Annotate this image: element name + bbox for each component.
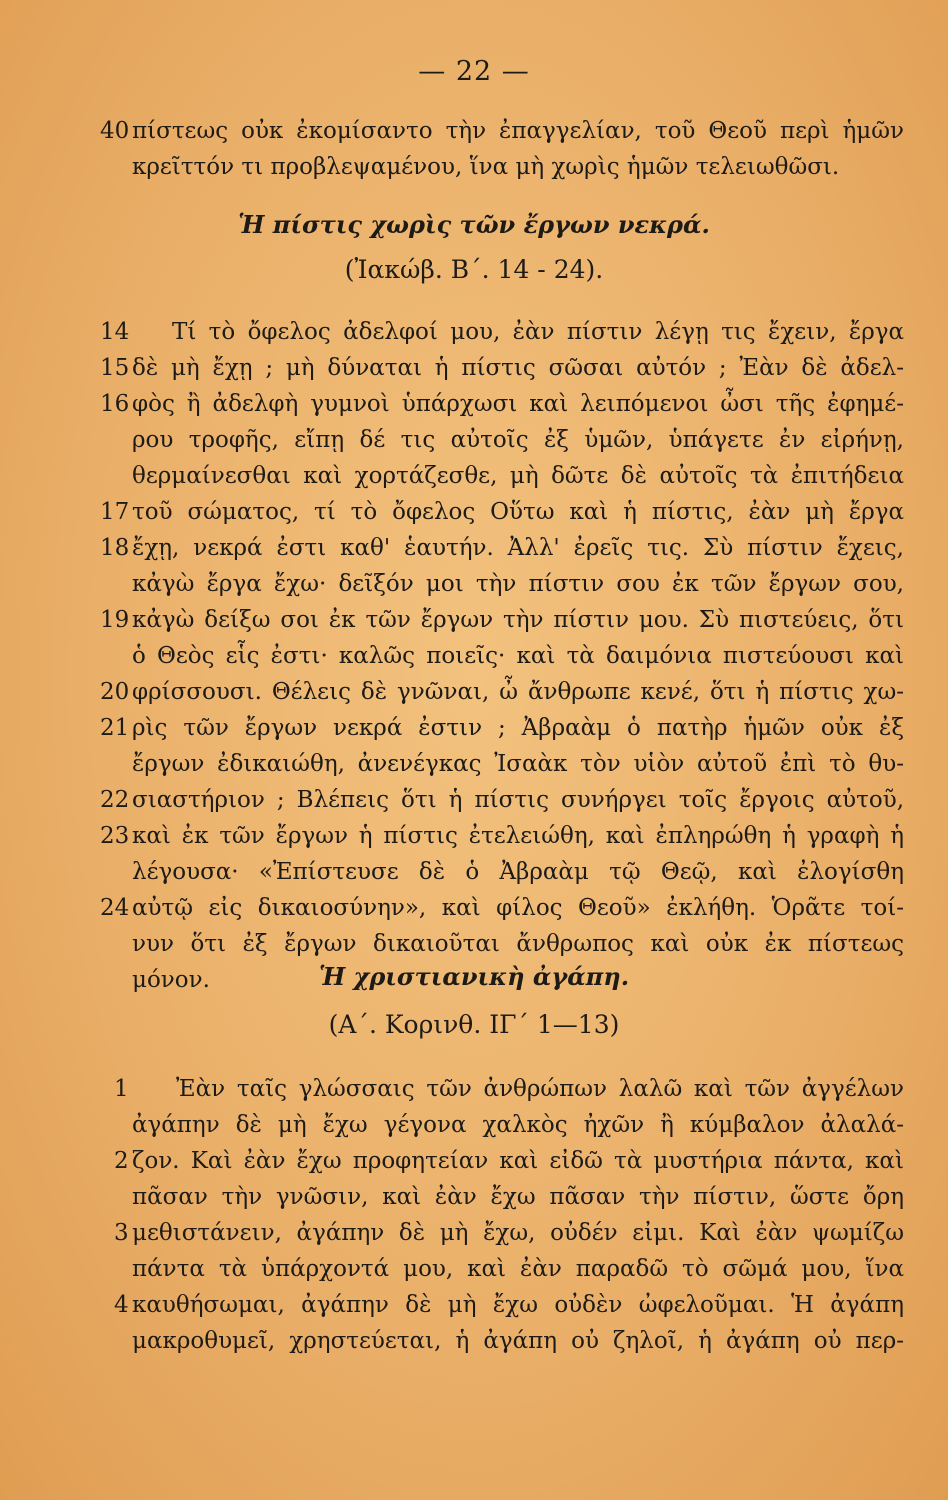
line-text: σιαστήριον ; Βλέπεις ὅτι ἡ πίστις συνήργει τοῖς ἔργοις αὐτοῦ, xyxy=(132,787,904,813)
text-line xyxy=(100,782,906,818)
line-text: δὲ μὴ ἔχῃ ; μὴ δύναται ἡ πίστις σῶσαι αὐτόν ; Ἐὰν δὲ ἀδελ- xyxy=(132,355,904,381)
line-text: πίστεως οὐκ ἐκομίσαντο τὴν ἐπαγγελίαν, τοῦ Θεοῦ περὶ ἡμῶν xyxy=(132,118,904,144)
text-line xyxy=(100,350,906,386)
verse-number: 15 xyxy=(100,355,130,381)
section-reference: (Ἰακώβ. Β΄. 14 - 24). xyxy=(344,255,604,284)
text-line xyxy=(100,458,906,494)
text-line xyxy=(100,1143,906,1179)
text-line xyxy=(100,1071,906,1107)
text-line xyxy=(100,746,906,782)
verse-number: 20 xyxy=(100,679,130,705)
text-line xyxy=(100,422,906,458)
verse-number: 40 xyxy=(100,118,130,144)
text-line xyxy=(100,1251,906,1287)
line-text: Ἐὰν ταῖς γλώσσαις τῶν ἀνθρώπων λαλῶ καὶ τῶν ἀγγέλων xyxy=(176,1076,904,1102)
line-text: καυθήσωμαι, ἀγάπην δὲ μὴ ἔχω οὐδὲν ὠφελοῦμαι. Ἡ ἀγάπη xyxy=(132,1292,904,1318)
section-reference: (Α΄. Κορινθ. ΙΓ΄ 1—13) xyxy=(328,1010,620,1039)
verse-number: 2 xyxy=(114,1148,129,1174)
verse-number: 21 xyxy=(100,715,130,741)
line-text: ἀγάπην δὲ μὴ ἔχω γέγονα χαλκὸς ἠχῶν ἢ κύμβαλον ἀλαλά- xyxy=(132,1112,904,1138)
line-text: μόνον. xyxy=(132,967,210,993)
text-line xyxy=(100,149,906,185)
line-text: ζον. Καὶ ἐὰν ἔχω προφητείαν καὶ εἰδῶ τὰ μυστήρια πάντα, καὶ xyxy=(132,1148,904,1174)
line-text: καὶ ἐκ τῶν ἔργων ἡ πίστις ἐτελειώθη, καὶ ἐπληρώθη ἡ γραφὴ ἡ xyxy=(132,823,904,849)
text-line xyxy=(100,1323,906,1359)
text-line xyxy=(100,890,906,926)
text-line xyxy=(100,926,906,962)
section-title: Ἡ πίστις χωρὶς τῶν ἔργων νεκρά. xyxy=(238,210,710,239)
text-line xyxy=(100,314,906,350)
page-number: — 22 — xyxy=(418,56,530,87)
line-text: λέγουσα· «Ἐπίστευσε δὲ ὁ Ἀβραὰμ τῷ Θεῷ, καὶ ἐλογίσθη xyxy=(132,859,904,885)
verse-number: 22 xyxy=(100,787,130,813)
line-text: φὸς ἢ ἀδελφὴ γυμνοὶ ὑπάρχωσι καὶ λειπόμενοι ὦσι τῆς ἐφημέ- xyxy=(132,391,904,417)
line-text: ἔργων ἐδικαιώθη, ἀνενέγκας Ἰσαὰκ τὸν υἱὸν αὐτοῦ ἐπὶ τὸ θυ- xyxy=(132,751,904,777)
line-text: φρίσσουσι. Θέλεις δὲ γνῶναι, ὦ ἄνθρωπε κενέ, ὅτι ἡ πίστις χω- xyxy=(132,679,904,705)
text-line xyxy=(100,854,906,890)
line-text: αὐτῷ εἰς δικαιοσύνην», καὶ φίλος Θεοῦ» ἐκλήθη. Ὁρᾶτε τοί- xyxy=(132,895,904,921)
line-text: νυν ὅτι ἐξ ἔργων δικαιοῦται ἄνθρωπος καὶ οὐκ ἐκ πίστεως xyxy=(132,931,904,957)
text-line xyxy=(100,113,906,149)
text-line xyxy=(100,1179,906,1215)
text-line xyxy=(100,1215,906,1251)
line-text: ρὶς τῶν ἔργων νεκρά ἐστιν ; Ἀβραὰμ ὁ πατὴρ ἡμῶν οὐκ ἐξ xyxy=(132,715,904,741)
line-text: πάντα τὰ ὑπάρχοντά μου, καὶ ἐὰν παραδῶ τὸ σῶμά μου, ἵνα xyxy=(132,1256,904,1282)
verse-number: 17 xyxy=(100,499,130,525)
verse-number: 14 xyxy=(100,319,130,345)
line-text: Τί τὸ ὄφελος ἀδελφοί μου, ἐὰν πίστιν λέγῃ τις ἔχειν, ἔργα xyxy=(172,319,904,345)
text-line xyxy=(100,710,906,746)
section-title: Ἡ χριστιανικὴ ἀγάπη. xyxy=(318,962,630,991)
text-line xyxy=(100,566,906,602)
line-text: κἀγὼ δείξω σοι ἐκ τῶν ἔργων τὴν πίστιν μου. Σὺ πιστεύεις, ὅτι xyxy=(132,607,904,633)
verse-number: 23 xyxy=(100,823,130,849)
verse-number: 3 xyxy=(114,1220,129,1246)
line-text: κρεῖττόν τι προβλεψαμένου, ἵνα μὴ χωρὶς ἡμῶν τελειωθῶσι. xyxy=(132,154,840,180)
text-line xyxy=(100,602,906,638)
line-text: ρου τροφῆς, εἴπῃ δέ τις αὐτοῖς ἐξ ὑμῶν, ὑπάγετε ἐν εἰρήνῃ, xyxy=(132,427,904,453)
text-line xyxy=(100,530,906,566)
line-text: ἔχῃ, νεκρά ἐστι καθ' ἑαυτήν. Ἀλλ' ἐρεῖς τις. Σὺ πίστιν ἔχεις, xyxy=(132,535,904,561)
text-line xyxy=(100,1107,906,1143)
line-text: μακροθυμεῖ, χρηστεύεται, ἡ ἀγάπη οὐ ζηλοῖ, ἡ ἀγάπη οὐ περ- xyxy=(132,1328,904,1354)
verse-number: 1 xyxy=(114,1076,129,1102)
line-text: τοῦ σώματος, τί τὸ ὄφελος Οὕτω καὶ ἡ πίστις, ἐὰν μὴ ἔργα xyxy=(132,499,904,525)
line-text: ὁ Θεὸς εἷς ἐστι· καλῶς ποιεῖς· καὶ τὰ δαιμόνια πιστεύουσι καὶ xyxy=(132,643,904,669)
verse-number: 18 xyxy=(100,535,130,561)
line-text: μεθιστάνειν, ἀγάπην δὲ μὴ ἔχω, οὐδέν εἰμι. Καὶ ἐὰν ψωμίζω xyxy=(132,1220,904,1246)
text-line xyxy=(100,674,906,710)
text-line xyxy=(100,386,906,422)
text-line xyxy=(100,638,906,674)
line-text: κἀγὼ ἔργα ἔχω· δεῖξόν μοι τὴν πίστιν σου ἐκ τῶν ἔργων σου, xyxy=(132,571,904,597)
line-text: πᾶσαν τὴν γνῶσιν, καὶ ἐὰν ἔχω πᾶσαν τὴν πίστιν, ὥστε ὄρη xyxy=(132,1184,904,1210)
verse-number: 16 xyxy=(100,391,130,417)
text-line xyxy=(100,818,906,854)
verse-number: 19 xyxy=(100,607,130,633)
line-text: θερμαίνεσθαι καὶ χορτάζεσθε, μὴ δῶτε δὲ αὐτοῖς τὰ ἐπιτήδεια xyxy=(132,463,904,489)
text-line xyxy=(100,1287,906,1323)
verse-number: 24 xyxy=(100,895,130,921)
text-line xyxy=(100,494,906,530)
verse-number: 4 xyxy=(114,1292,129,1318)
